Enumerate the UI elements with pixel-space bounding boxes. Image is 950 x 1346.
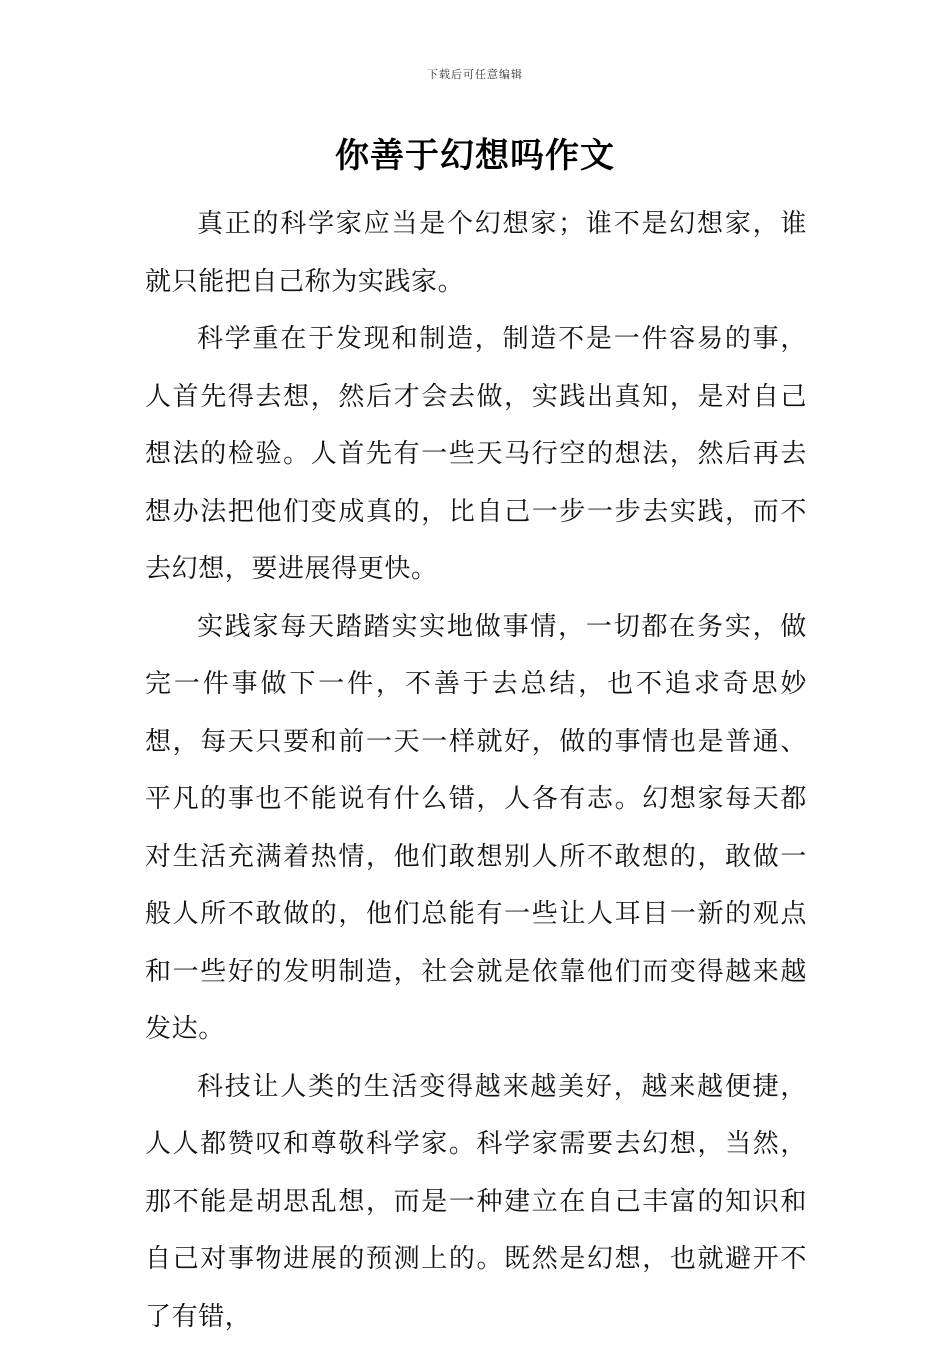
paragraph-4: 科技让人类的生活变得越来越美好，越来越便捷，人人都赞叹和尊敬科学家。科学家需要去幻想，当然，那不能是胡思乱想，而是一种建立在自己丰富的知识和自己对事物进展的预测上的。既然是幻想，也就避开不了有错， xyxy=(145,1059,807,1346)
paragraph-2: 科学重在于发现和制造，制造不是一件容易的事，人首先得去想，然后才会去做，实践出真知，是对自己想法的检验。人首先有一些天马行空的想法，然后再去想办法把他们变成真的，比自己一步一步去实践，而不去幻想，要进展得更快。 xyxy=(145,311,807,599)
document-body xyxy=(145,196,807,1346)
header-note: 下载后可任意编辑 xyxy=(0,66,950,82)
paragraph-1: 真正的科学家应当是个幻想家；谁不是幻想家，谁就只能把自己称为实践家。 xyxy=(145,196,807,311)
page-title: 你善于幻想吗作文 xyxy=(0,128,950,177)
paragraph-3: 实践家每天踏踏实实地做事情，一切都在务实，做完一件事做下一件，不善于去总结，也不追求奇思妙想，每天只要和前一天一样就好，做的事情也是普通、平凡的事也不能说有什么错，人各有志。幻想家每天都对生活充满着热情，他们敢想别人所不敢想的，敢做一般人所不敢做的，他们总能有一些让人耳目一新的观点和一些好的发明制造，社会就是依靠他们而变得越来越发达。 xyxy=(145,599,807,1059)
